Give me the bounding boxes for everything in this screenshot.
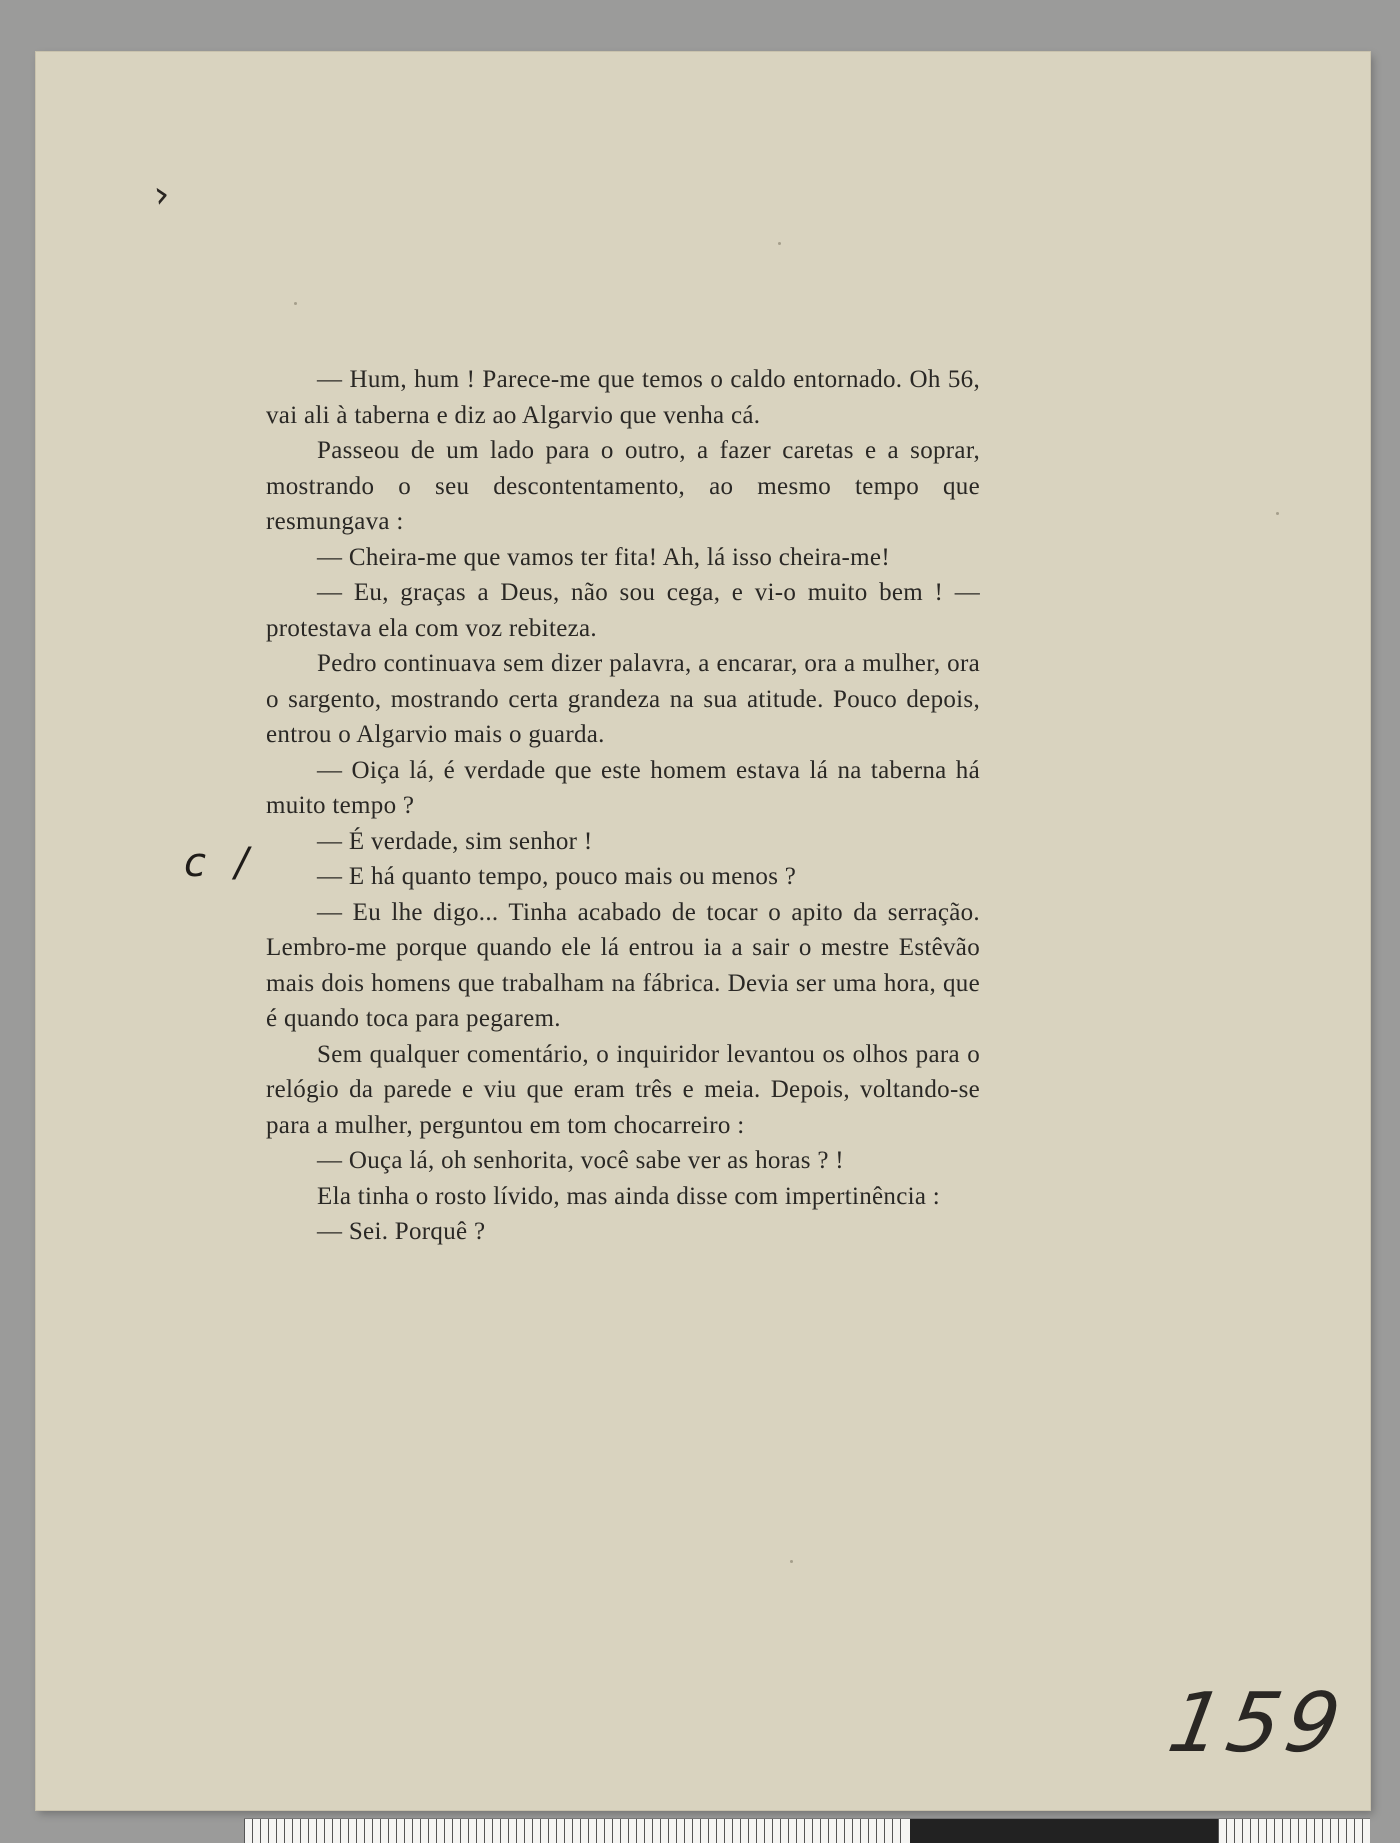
corner-pencil-mark: ›: [151, 171, 173, 217]
handwritten-page-number: 159: [1161, 1676, 1353, 1771]
paragraph: Ela tinha o rosto lívido, mas ainda disse com impertinência :: [317, 1182, 941, 1210]
ruler-ticks: [244, 1819, 904, 1843]
paper-speck: [1276, 512, 1279, 515]
paper-speck: [778, 242, 781, 245]
paper-speck: [790, 1560, 793, 1563]
scale-ruler: [244, 1818, 1370, 1843]
paragraph: — Eu lhe digo... Tinha acabado de tocar o apito da serração. Lembro-me porque quando ele lá entrou ia a sair o mestre Estêvão mais dois homens que trabalham na fábrica. Devia ser uma hora, que é quando toca para pegarem.: [266, 898, 980, 1032]
paragraph: — Cheira-me que vamos ter fita! Ah, lá isso cheira-me!: [317, 543, 890, 571]
paragraph: Pedro continuava sem dizer palavra, a encarar, ora a mulher, ora o sargento, mostrando certa grandeza na sua atitude. Pouco depois, entrou o Algarvio mais o guarda.: [266, 650, 980, 748]
handwritten-margin-note: c /: [184, 840, 257, 886]
paragraph: — Sei. Porquê ?: [317, 1218, 486, 1245]
paragraph: Sem qualquer comentário, o inquiridor levantou os olhos para o relógio da parede e viu que eram três e meia. Depois, voltando-se para a mulher, perguntou em tom chocarreiro :: [266, 1040, 980, 1139]
paper-speck: [294, 302, 297, 305]
paragraph: — E há quanto tempo, pouco mais ou menos ?: [317, 863, 797, 890]
ruler-ticks: [1218, 1819, 1370, 1843]
paragraph: — Eu, graças a Deus, não sou cega, e vi-o muito bem ! — protestava ela com voz rebiteza.: [266, 579, 980, 642]
body-text: [266, 362, 980, 1250]
paragraph: Passeou de um lado para o outro, a fazer caretas e a soprar, mostrando o seu descontentamento, ao mesmo tempo que resmungava :: [266, 437, 980, 535]
paragraph: — Hum, hum ! Parece-me que temos o caldo entornado. Oh 56, vai ali à taberna e diz ao Algarvio que venha cá.: [266, 366, 980, 429]
ruler-black-band: [910, 1819, 1218, 1843]
paragraph: — É verdade, sim senhor !: [317, 827, 593, 855]
paragraph: — Ouça lá, oh senhorita, você sabe ver as horas ? !: [317, 1147, 844, 1174]
paragraph: — Oiça lá, é verdade que este homem estava lá na taberna há muito tempo ?: [266, 756, 980, 819]
